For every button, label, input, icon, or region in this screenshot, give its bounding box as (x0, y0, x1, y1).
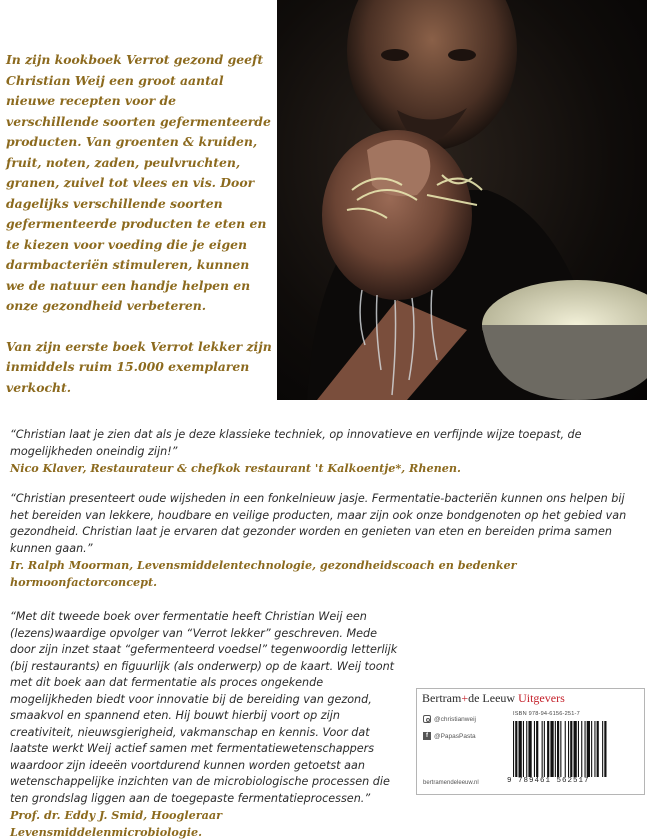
intro-text (6, 50, 272, 398)
chef-photo-illustration (277, 0, 647, 400)
barcode-bar (578, 721, 579, 777)
quote-1 (10, 427, 640, 477)
barcode-bar (581, 721, 582, 777)
publisher-name-part1: Bertram (422, 691, 462, 705)
isbn: ISBN 978-94-6156-251-7 (513, 711, 580, 717)
barcode (507, 711, 641, 791)
facebook-icon: f (423, 732, 431, 740)
barcode-bar (550, 721, 553, 777)
barcode-bar (547, 721, 549, 777)
instagram-row (423, 712, 476, 726)
barcode-bar (560, 721, 561, 777)
barcode-bar (557, 721, 559, 777)
ean-number: 9 789461 562517 (507, 777, 590, 785)
barcode-bar (528, 721, 531, 777)
facebook-row (423, 729, 476, 743)
barcode-bar (585, 721, 586, 777)
barcode-bar (519, 721, 522, 777)
quote-1-text: “Christian laat je zien dat als je deze klassieke techniek, op innovatieve en verfijnde wijze toepast, de mogelijkheden oneindig zijn!” (10, 428, 582, 458)
instagram-icon (423, 715, 431, 723)
barcode-bar (587, 721, 590, 777)
facebook-handle: @PapasPasta (434, 732, 476, 740)
barcode-bar (574, 721, 577, 777)
quote-3 (10, 609, 400, 840)
quote-2 (10, 491, 640, 590)
barcode-bar (568, 721, 569, 777)
publisher-plus: + (461, 691, 469, 705)
barcode-bar (513, 721, 514, 777)
publisher-website: bertramendeleeuw.nl (423, 780, 479, 786)
intro-paragraph-2: Van zijn eerste boek Verrot lekker zijn inmiddels ruim 15.000 exemplaren verkocht. (6, 338, 272, 395)
chef-photo (277, 0, 647, 400)
barcode-bar (542, 721, 543, 777)
publisher-name-part2: de Leeuw (468, 691, 516, 705)
quote-2-attribution: Ir. Ralph Moorman, Levensmiddelentechnologie, gezondheidscoach en bedenker hormoonfactorconcept. (10, 558, 517, 589)
barcode-bar (523, 721, 524, 777)
publisher-logo (417, 689, 647, 707)
publisher-name-part3: Uitgevers (518, 691, 565, 705)
barcode-bar (602, 721, 603, 777)
quote-2-text: “Christian presenteert oude wijsheden in een fonkelnieuw jasje. Fermentatie-bacteriën kunnen ons helpen bij het bereiden van lekkere, houdbare en veilige producten, maar zijn ook onze bondgenoten op het gebied van gezondheid. Christian laat je ervaren dat gezonder worden en genieten van eten en bereiden prima samen kunnen gaan.” (10, 492, 627, 555)
barcode-bar (604, 721, 606, 777)
instagram-handle: @christianweij (434, 715, 476, 723)
barcode-bar (570, 721, 572, 777)
barcode-bar (544, 721, 545, 777)
barcode-bar (536, 721, 538, 777)
barcode-bar (534, 721, 535, 777)
quote-1-attribution: Nico Klaver, Restaurateur & chefkok restaurant 't Kalkoentje*, Rhenen. (10, 461, 461, 475)
barcode-bar (555, 721, 556, 777)
quote-3-attribution: Prof. dr. Eddy J. Smid, Hoogleraar Levensmiddelenmicrobiologie. (10, 808, 222, 839)
intro-paragraph-1: In zijn kookboek Verrot gezond geeft Christian Weij een groot aantal nieuwe recepten voor de verschillende soorten gefermenteerde producten. Van groenten & kruiden, fruit, noten, zaden, peulvruchten, granen, zuivel tot vlees en vis. Door dagelijks verschillende soorten gefermenteerde producten te eten en te kiezen voor voeding die je eigen darmbacteriën stimuleren, kunnen we de natuur een handje helpen en onze gezondheid verbeteren. (6, 52, 271, 313)
barcode-bar (594, 721, 595, 777)
barcode-bar (526, 721, 527, 777)
barcode-bar (515, 721, 517, 777)
publisher-box (416, 688, 645, 795)
barcode-bar (597, 721, 599, 777)
publisher-social (423, 712, 476, 746)
barcode-bars (513, 721, 637, 777)
barcode-bar (565, 721, 566, 777)
barcode-bar (591, 721, 592, 777)
quote-3-text: “Met dit tweede boek over fermentatie heeft Christian Weij een (lezens)waardige opvolger van “Verrot lekker” geschreven. Mede door zijn inzet staat “gefermenteerd voedsel” tegenwoordig letterlijk (bij restaurants) en figuurlijk (als onderwerp) op de kaart. Weij toont met dit boek aan dat fermentatie als proces ongekende mogelijkheden biedt voor innovatie bij de bereiding van gezond, smaakvol en spannend eten. Hij bouwt hierbij voort op zijn creativiteit, nieuwsgierigheid, vakmanschap en kennis. Voor dat laatste werkt Weij actief samen met fermentatiewetenschappers waardoor zijn ideeën voortdurend kunnen worden getoetst aan wetenschappelijke inzichten van de microbiologische processen die ten grondslag liggen aan de toegepaste fermentatieprocessen.” (10, 610, 398, 805)
